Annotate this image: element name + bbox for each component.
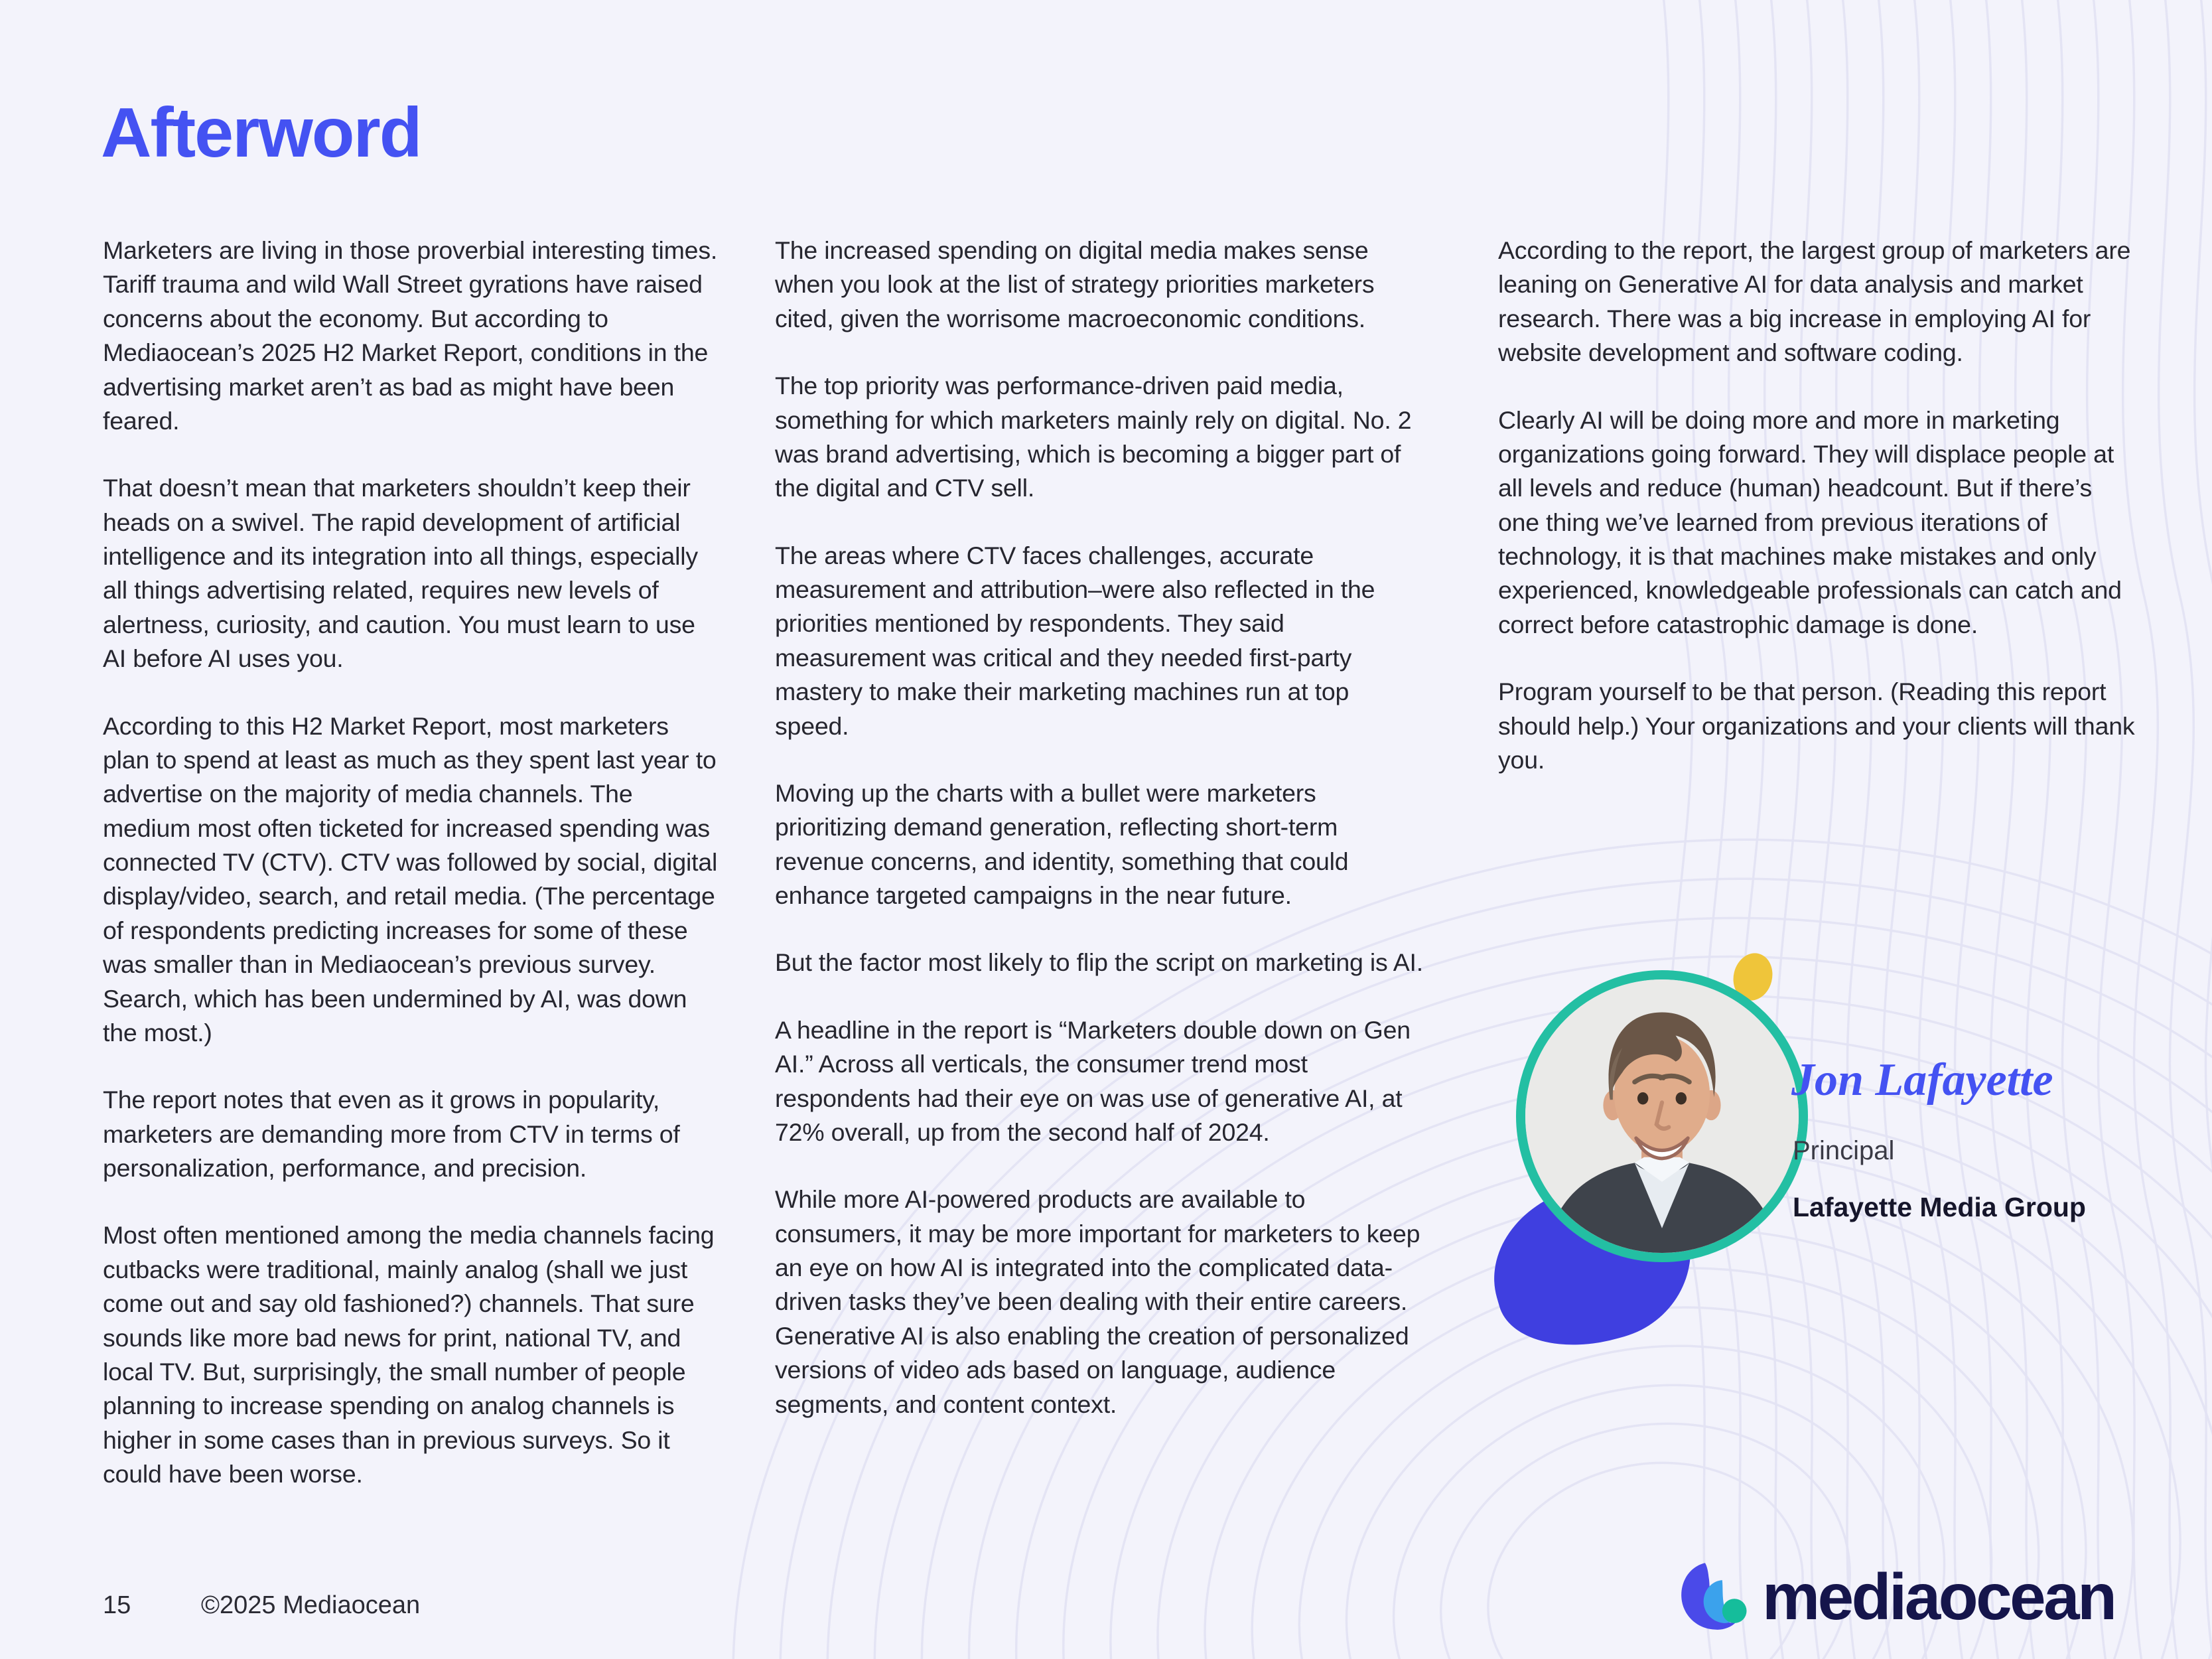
paragraph: Most often mentioned among the media channels facing cutbacks were traditional, mainly analog (shall we just come out and say old fashioned?) channels. That sure sounds like more bad news for print, national TV, and local TV. But, surprisingly, the small number of people planning to increase spending on analog channels is higher in some cases than in previous surveys. So it could have been worse. — [103, 1221, 715, 1488]
paragraph: The areas where CTV faces challenges, accurate measurement and attribution–were also reflected in the priorities mentioned by respondents. They said measurement was critical and they needed first-party mastery to make their marketing machines run at top speed. — [775, 541, 1375, 740]
mediaocean-logo-icon — [1677, 1561, 1753, 1632]
paragraph: The top priority was performance-driven paid media, something for which marketers mainly rely on digital. No. 2 was brand advertising, which is becoming a bigger part of the digital and CTV sell. — [775, 372, 1412, 502]
author-name: Jon Lafayette — [1791, 1054, 2053, 1106]
text-column-3 — [1498, 234, 2138, 810]
paragraph: Program yourself to be that person. (Reading this report should help.) Your organizations and your clients will thank you. — [1498, 678, 2135, 774]
page-title: Afterword — [101, 94, 421, 172]
text-column-2 — [775, 234, 1428, 1455]
author-role: Principal — [1793, 1136, 1895, 1165]
author-photo — [1516, 970, 1808, 1262]
paragraph: The increased spending on digital media makes sense when you look at the list of strategy priorities marketers cited, given the worrisome macroeconomic conditions. — [775, 236, 1375, 332]
paragraph: Marketers are living in those proverbial interesting times. Tariff trauma and wild Wall Street gyrations have raised concerns about the economy. But according to Mediaocean’s 2025 H2 Market Report, conditions in the advertising market aren’t as bad as might have been feared. — [103, 236, 718, 435]
paragraph: A headline in the report is “Marketers double down on Gen AI.” Across all verticals, the consumer trend most respondents had their eye on was use of generative AI, at 72% overall, up from the second half of 2024. — [775, 1015, 1411, 1146]
paragraph: According to this H2 Market Report, most marketers plan to spend at least as much as they spent last year to advertise on the majority of media channels. The medium most often ticketed for increased spending was connected TV (CTV). CTV was followed by social, digital display/video, search, and retail media. (The percentage of respondents predicting increases for some of these was smaller than in Mediaocean’s previous survey. Search, which has been undermined by AI, was down the most.) — [103, 711, 718, 1046]
paragraph: The report notes that even as it grows in popularity, marketers are demanding more from CTV in terms of personalization, performance, and precision. — [103, 1086, 680, 1182]
paragraph: But the factor most likely to flip the script on marketing is AI. — [775, 948, 1423, 977]
paragraph: Clearly AI will be doing more and more in marketing organizations going forward. They will displace people at all levels and reduce (human) headcount. But if there’s one thing we’ve learned from previous iterations of technology, it is that machines make mistakes and only experienced, knowledgeable professionals can catch and correct before catastrophic damage is done. — [1498, 405, 2122, 638]
mediaocean-logo — [1677, 1561, 2114, 1632]
text-column-1 — [103, 234, 720, 1524]
headshot-illustration — [1525, 979, 1799, 1253]
paragraph: That doesn’t mean that marketers shouldn’t keep their heads on a swivel. The rapid development of artificial intelligence and its integration into all things, especially all things advertising related, requires new levels of alertness, curiosity, and caution. You must learn to use AI before AI uses you. — [103, 474, 698, 673]
copyright-text: ©2025 Mediaocean — [201, 1591, 421, 1619]
paragraph: Moving up the charts with a bullet were marketers prioritizing demand generation, reflecting short-term revenue concerns, and identity, something that could enhance targeted campaigns in the near future. — [775, 778, 1349, 909]
page-number: 15 — [103, 1591, 131, 1619]
mediaocean-wordmark: mediaocean — [1762, 1560, 2115, 1633]
paragraph: While more AI-powered products are available to consumers, it may be more important for marketers to keep an eye on how AI is integrated into the complicated data-driven tasks they’ve been dealing with their entire careers. Generative AI is also enabling the creation of personalized versions of video ads based on language, audience segments, and content context. — [775, 1185, 1420, 1418]
author-company: Lafayette Media Group — [1793, 1192, 2086, 1222]
paragraph: According to the report, the largest group of marketers are leaning on Generative AI for data analysis and market research. There was a big increase in employing AI for website development and software coding. — [1498, 236, 2131, 367]
